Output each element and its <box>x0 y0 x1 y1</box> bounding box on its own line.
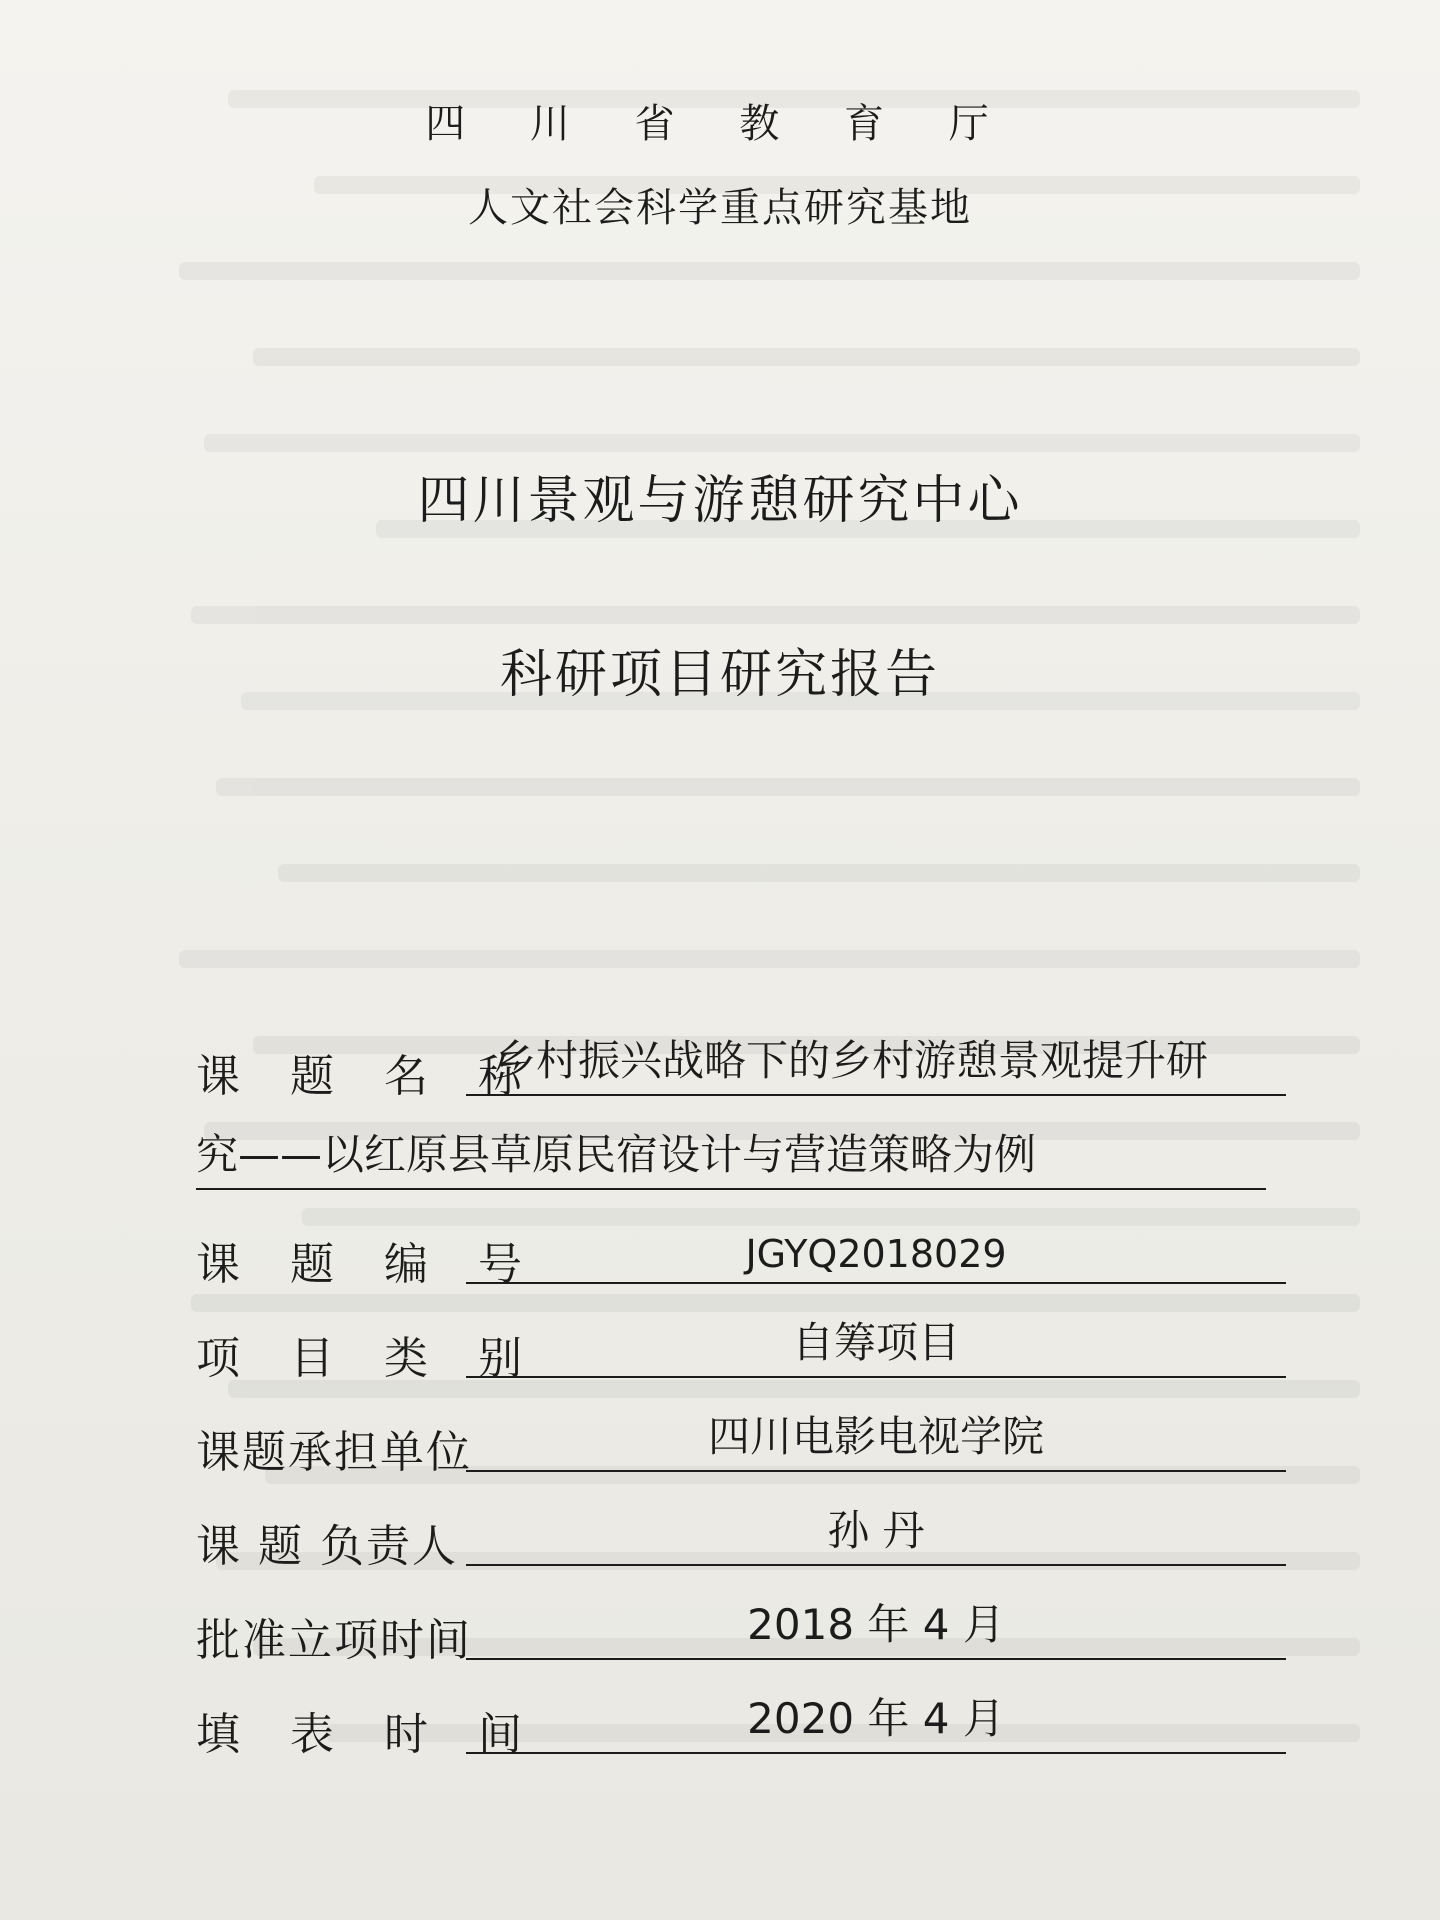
topic-number-value: JGYQ2018029 <box>466 1232 1286 1284</box>
topic-name-row <box>196 1010 1286 1104</box>
topic-name-value-line1: 乡村振兴战略下的乡村游憩景观提升研 <box>466 1028 1286 1096</box>
project-category-label: 项 目 类 别 <box>196 1333 540 1384</box>
fill-time-label: 填 表 时 间 <box>196 1709 540 1760</box>
project-leader-label: 课 题 负责人 <box>196 1521 458 1572</box>
approval-time-row <box>196 1574 1286 1668</box>
approval-time-label: 批准立项时间 <box>196 1615 472 1666</box>
department-heading: 四 川 省 教 育 厅 <box>425 101 1015 147</box>
project-category-value: 自筹项目 <box>466 1310 1286 1378</box>
project-category-row <box>196 1292 1286 1386</box>
responsible-unit-value: 四川电影电视学院 <box>466 1404 1286 1472</box>
project-leader-row <box>196 1480 1286 1574</box>
report-title: 科研项目研究报告 <box>499 645 940 705</box>
topic-name-label: 课 题 名 称 <box>196 1051 540 1102</box>
topic-name-value-line2: 究——以红原县草原民宿设计与营造策略为例 <box>196 1122 1266 1190</box>
fill-time-value: 2020 年 4 月 <box>466 1686 1286 1754</box>
project-info-form <box>196 1010 1286 1762</box>
center-title: 四川景观与游憩研究中心 <box>417 471 1023 531</box>
topic-number-label: 课 题 编 号 <box>196 1239 540 1290</box>
project-leader-value: 孙 丹 <box>466 1498 1286 1566</box>
responsible-unit-label: 课题承担单位 <box>196 1427 472 1478</box>
fill-time-row <box>196 1668 1286 1762</box>
research-base-heading: 人文社会科学重点研究基地 <box>468 185 972 231</box>
responsible-unit-row <box>196 1386 1286 1480</box>
topic-name-continuation-row <box>196 1104 1286 1198</box>
approval-time-value: 2018 年 4 月 <box>466 1592 1286 1660</box>
topic-number-row <box>196 1198 1286 1292</box>
